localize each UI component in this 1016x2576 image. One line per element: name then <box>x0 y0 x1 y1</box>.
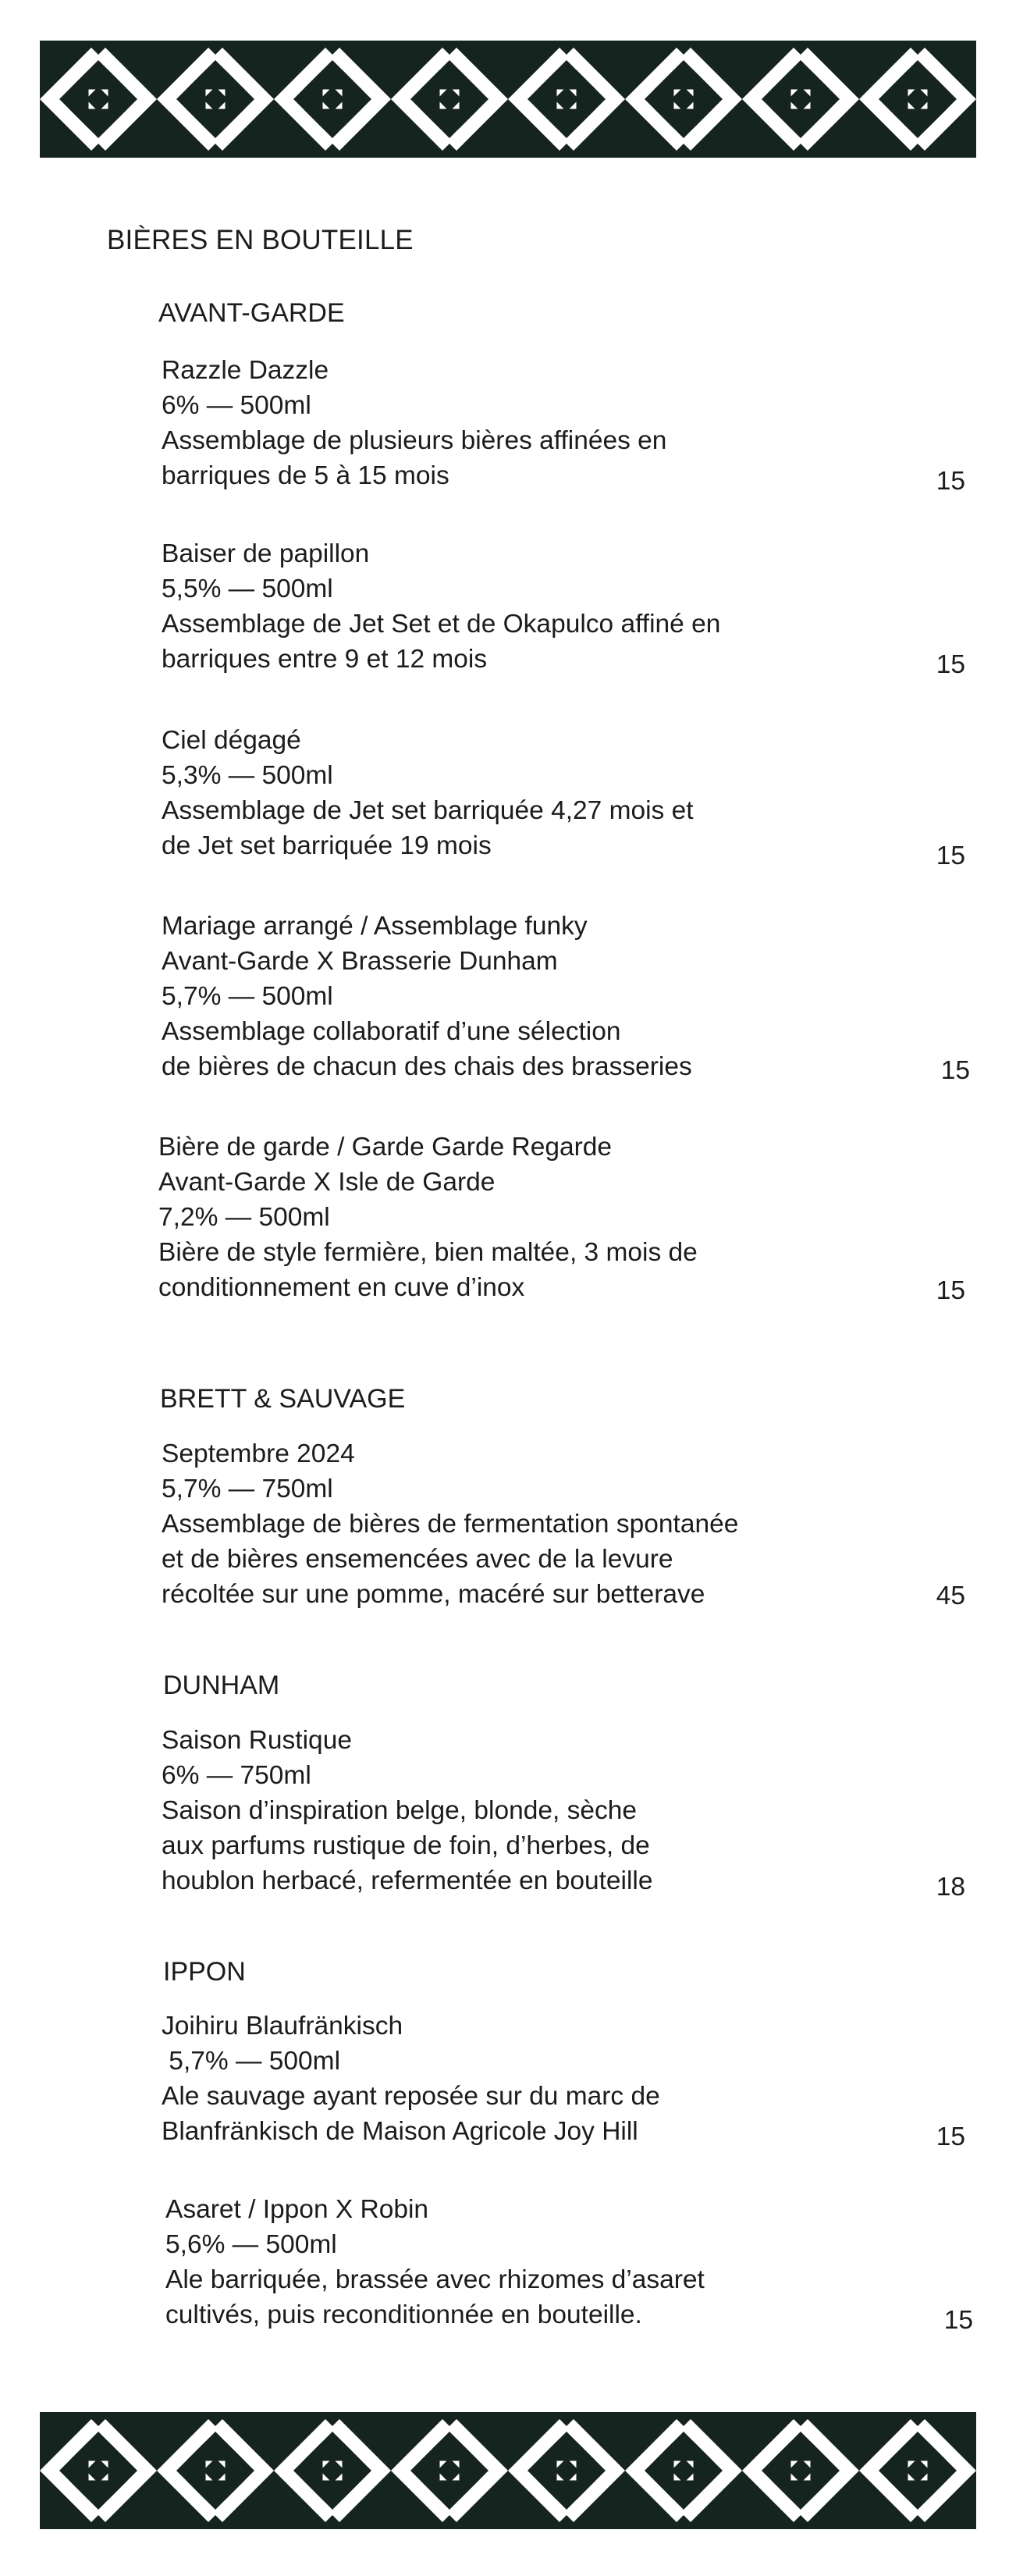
item-price: 15 <box>936 467 965 496</box>
menu-item-mariage-arrange <box>162 909 970 1085</box>
pattern-triangle <box>108 2442 138 2500</box>
pattern-triangle <box>554 87 579 112</box>
geometric-pattern-top <box>36 41 980 158</box>
pattern-triangle <box>343 2442 372 2500</box>
geometric-pattern-bottom <box>36 2412 980 2529</box>
item-description-line: Saison d’inspiration belge, blonde, sèche <box>162 1796 638 1825</box>
pattern-triangle <box>528 2442 557 2500</box>
item-specs: 5,7% — 500ml <box>162 2047 341 2076</box>
item-specs: 5,6% — 500ml <box>165 2230 337 2259</box>
item-name: Mariage arrangé / Assemblage funky <box>162 912 588 941</box>
item-specs: 5,7% — 500ml <box>162 982 333 1011</box>
item-specs: 7,2% — 500ml <box>158 1203 330 1232</box>
pattern-triangle <box>577 70 606 129</box>
item-name: Joihiru Blaufränkisch <box>162 2012 403 2041</box>
pattern-triangle <box>320 87 345 112</box>
pattern-tile <box>742 41 859 158</box>
pattern-tile <box>391 2412 508 2529</box>
pattern-triangle <box>226 2442 255 2500</box>
pattern-triangle <box>762 2442 791 2500</box>
item-description-line: Assemblage de Jet set barriquée 4,27 mois et <box>162 796 694 825</box>
pattern-triangle <box>59 2442 89 2500</box>
decorative-border-bottom <box>36 2412 980 2529</box>
item-subtitle: Avant-Garde X Isle de Garde <box>158 1168 496 1197</box>
pattern-tile <box>508 41 625 158</box>
pattern-triangle <box>905 87 930 112</box>
pattern-triangle <box>410 2442 440 2500</box>
item-description-line: Assemblage de Jet Set et de Okapulco affiné en <box>162 610 721 639</box>
menu-item-razzle-dazzle <box>162 353 965 496</box>
item-description-line: de Jet set barriquée 19 mois <box>162 831 492 860</box>
pattern-tile <box>508 2412 625 2529</box>
pattern-triangle <box>811 70 840 129</box>
section-heading-avant-garde: AVANT-GARDE <box>158 298 345 328</box>
pattern-triangle <box>437 2458 462 2483</box>
decorative-border-top <box>36 41 980 158</box>
item-price: 15 <box>936 650 965 679</box>
item-description-line: Assemblage de plusieurs bières affinées en <box>162 426 667 455</box>
item-description-line: Ale sauvage ayant reposée sur du marc de <box>162 2082 660 2111</box>
pattern-triangle <box>226 70 255 129</box>
pattern-tile <box>859 2412 976 2529</box>
pattern-triangle <box>694 2442 723 2500</box>
pattern-triangle <box>879 70 908 129</box>
pattern-tile <box>859 41 976 158</box>
item-price: 15 <box>940 1056 970 1085</box>
item-specs: 5,5% — 500ml <box>162 575 333 603</box>
pattern-triangle <box>86 87 111 112</box>
pattern-triangle <box>811 2442 840 2500</box>
item-description-line: barriques de 5 à 15 mois <box>162 461 449 490</box>
section-heading-brett-sauvage: BRETT & SAUVAGE <box>160 1384 406 1414</box>
menu-item-septembre-2024 <box>162 1436 965 1612</box>
pattern-triangle <box>928 2442 957 2500</box>
menu-item-baiser-de-papillon <box>162 536 965 677</box>
item-specs: 6% — 500ml <box>162 391 311 420</box>
item-description-line: Bière de style fermière, bien maltée, 3 mois de <box>158 1238 698 1267</box>
item-price: 15 <box>936 841 965 870</box>
item-price: 15 <box>936 2122 965 2151</box>
pattern-triangle <box>203 87 228 112</box>
pattern-triangle <box>879 2442 908 2500</box>
item-description-line: de bières de chacun des chais des brasseries <box>162 1052 692 1081</box>
menu-title: BIÈRES EN BOUTEILLE <box>107 225 414 255</box>
item-description-line: Assemblage collaboratif d’une sélection <box>162 1017 621 1046</box>
pattern-triangle <box>108 70 138 129</box>
item-description-line: cultivés, puis reconditionnée en bouteille. <box>165 2300 642 2329</box>
item-name: Ciel dégagé <box>162 726 301 755</box>
item-description-line: conditionnement en cuve d’inox <box>158 1273 525 1302</box>
item-specs: 5,7% — 750ml <box>162 1475 333 1503</box>
pattern-triangle <box>343 70 372 129</box>
item-name: Baiser de papillon <box>162 539 370 568</box>
menu-item-saison-rustique <box>162 1723 965 1902</box>
item-description-line: Assemblage de bières de fermentation spontanée <box>162 1510 739 1539</box>
pattern-triangle <box>577 2442 606 2500</box>
pattern-triangle <box>671 87 696 112</box>
pattern-triangle <box>645 70 674 129</box>
pattern-tile <box>625 41 742 158</box>
menu-item-ciel-degage <box>162 723 965 870</box>
pattern-tile <box>40 41 157 158</box>
pattern-triangle <box>528 70 557 129</box>
pattern-triangle <box>176 2442 206 2500</box>
pattern-triangle <box>293 2442 323 2500</box>
section-heading-ippon: IPPON <box>163 1957 246 1987</box>
pattern-triangle <box>410 70 440 129</box>
item-description-line: Blanfränkisch de Maison Agricole Joy Hill <box>162 2117 638 2146</box>
pattern-tile <box>157 41 274 158</box>
menu-item-asaret <box>165 2192 973 2335</box>
pattern-triangle <box>86 2458 111 2483</box>
pattern-triangle <box>928 70 957 129</box>
menu-item-biere-de-garde <box>158 1130 965 1305</box>
pattern-triangle <box>554 2458 579 2483</box>
item-name: Bière de garde / Garde Garde Regarde <box>158 1133 613 1162</box>
pattern-tile <box>742 2412 859 2529</box>
section-heading-dunham: DUNHAM <box>163 1670 280 1700</box>
pattern-triangle <box>645 2442 674 2500</box>
item-description-line: aux parfums rustique de foin, d’herbes, de <box>162 1831 650 1860</box>
pattern-tile <box>391 41 508 158</box>
item-description-line: récoltée sur une pomme, macéré sur betterave <box>162 1580 705 1609</box>
item-price: 15 <box>943 2306 973 2335</box>
pattern-tile <box>157 2412 274 2529</box>
pattern-tile <box>274 41 391 158</box>
item-name: Asaret / Ippon X Robin <box>165 2195 429 2224</box>
menu-item-joihiru-blaufrankisch <box>162 2008 965 2149</box>
item-specs: 5,3% — 500ml <box>162 761 333 790</box>
item-description-line: barriques entre 9 et 12 mois <box>162 645 488 674</box>
pattern-triangle <box>437 87 462 112</box>
item-price: 18 <box>936 1873 965 1902</box>
pattern-tile <box>40 2412 157 2529</box>
pattern-triangle <box>788 87 813 112</box>
pattern-triangle <box>694 70 723 129</box>
pattern-triangle <box>320 2458 345 2483</box>
item-description-line: et de bières ensemencées avec de la levure <box>162 1545 673 1574</box>
item-specs: 6% — 750ml <box>162 1761 311 1790</box>
pattern-triangle <box>59 70 89 129</box>
pattern-tile <box>625 2412 742 2529</box>
item-name: Razzle Dazzle <box>162 356 329 385</box>
item-name: Saison Rustique <box>162 1726 352 1755</box>
item-name: Septembre 2024 <box>162 1439 355 1468</box>
pattern-triangle <box>788 2458 813 2483</box>
pattern-triangle <box>905 2458 930 2483</box>
item-description-line: houblon herbacé, refermentée en bouteille <box>162 1866 653 1895</box>
pattern-triangle <box>460 2442 489 2500</box>
item-price: 15 <box>936 1276 965 1305</box>
pattern-triangle <box>460 70 489 129</box>
item-description-line: Ale barriquée, brassée avec rhizomes d’asaret <box>165 2265 705 2294</box>
item-subtitle: Avant-Garde X Brasserie Dunham <box>162 947 558 976</box>
pattern-tile <box>274 2412 391 2529</box>
item-price: 45 <box>936 1582 965 1610</box>
pattern-triangle <box>762 70 791 129</box>
pattern-triangle <box>176 70 206 129</box>
pattern-triangle <box>293 70 323 129</box>
pattern-triangle <box>671 2458 696 2483</box>
pattern-triangle <box>203 2458 228 2483</box>
